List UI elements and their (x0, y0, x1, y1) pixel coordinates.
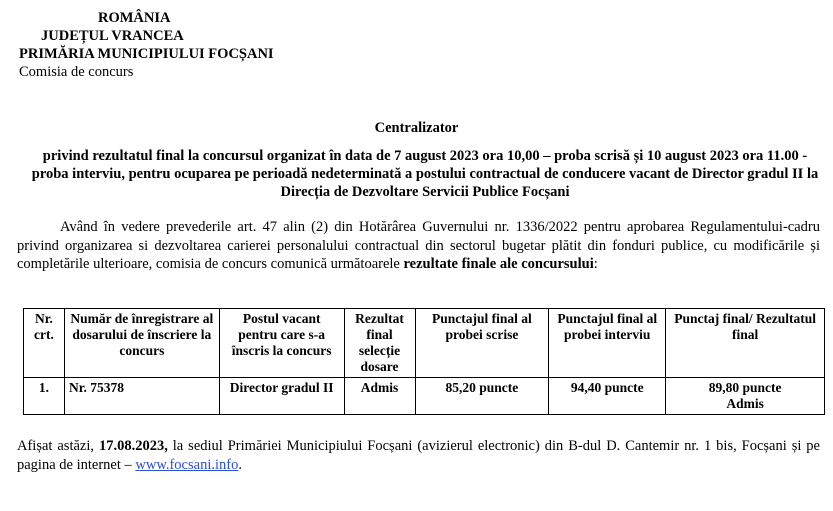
commission-name: Comisia de concurs (19, 64, 134, 80)
intro-bold-text: rezultate finale ale concursului (403, 256, 594, 272)
document-header (0, 9, 320, 81)
header-nr: Nr. crt. (24, 309, 65, 378)
header-final: Punctaj final/ Rezultatul final (666, 309, 825, 378)
cell-interview: 94,40 puncte (549, 378, 666, 415)
cell-nr: 1. (24, 378, 65, 415)
header-interview: Punctajul final al probei interviu (549, 309, 666, 378)
footer-text-end: . (238, 457, 242, 473)
intro-paragraph (17, 218, 820, 274)
cell-written: 85,20 puncte (415, 378, 549, 415)
cell-final (666, 378, 825, 415)
county-name: JUDEȚUL VRANCEA (41, 28, 184, 44)
header-selection: Rezultat final selecție dosare (344, 309, 415, 378)
intro-text: Având în vedere prevederile art. 47 alin (2) din Hotărârea Guvernului nr. 1336/2022 pentru aprobarea Regulamentului-cadru privind organizarea si dezvoltarea carierei personalului contractual din sectorul bugetar plătit din fonduri publice, cu modificările și completările ulterioare, comisia de concurs comunică următoarele (17, 219, 820, 272)
footer-text-mid: la sediul Primăriei Municipiului Focșani (avizierul electronic) din B-dul D. Cantemir nr. 1 bis, Focșani și pe pagina de internet – (17, 438, 820, 473)
table-row (24, 378, 825, 415)
document-title: Centralizator (374, 120, 459, 136)
final-score: 89,80 puncte (708, 380, 782, 395)
footer-date: 17.08.2023, (98, 438, 168, 454)
header-position: Postul vacant pentru care s-a înscris la concurs (219, 309, 344, 378)
footer-text-start: Afișat astăzi, (17, 438, 99, 454)
header-registration: Număr de înregistrare al dosarului de înscriere la concurs (64, 309, 219, 378)
cell-selection: Admis (344, 378, 415, 415)
city-hall-name: PRIMĂRIA MUNICIPIULUI FOCȘANI (19, 46, 274, 62)
cell-registration: Nr. 75378 (64, 378, 219, 415)
final-result: Admis (726, 396, 764, 411)
document-subtitle: privind rezultatul final la concursul organizat în data de 7 august 2023 ora 10,00 – proba scrisă și 10 august 2023 ora 11.00 - proba interviu, pentru ocuparea pe perioadă nedeterminată a postului contractual de conducere vacant de Director gradul II la Direcția de Dezvoltare Servicii Publice Focșani (31, 148, 819, 200)
table-header-row (24, 309, 825, 378)
cell-position: Director gradul II (219, 378, 344, 415)
intro-end: : (593, 256, 598, 272)
header-written: Punctajul final al probei scrise (415, 309, 549, 378)
country-name: ROMÂNIA (98, 10, 171, 26)
website-link[interactable]: www.focsani.info (135, 457, 239, 473)
results-table (23, 308, 825, 415)
footer-paragraph (17, 437, 820, 475)
